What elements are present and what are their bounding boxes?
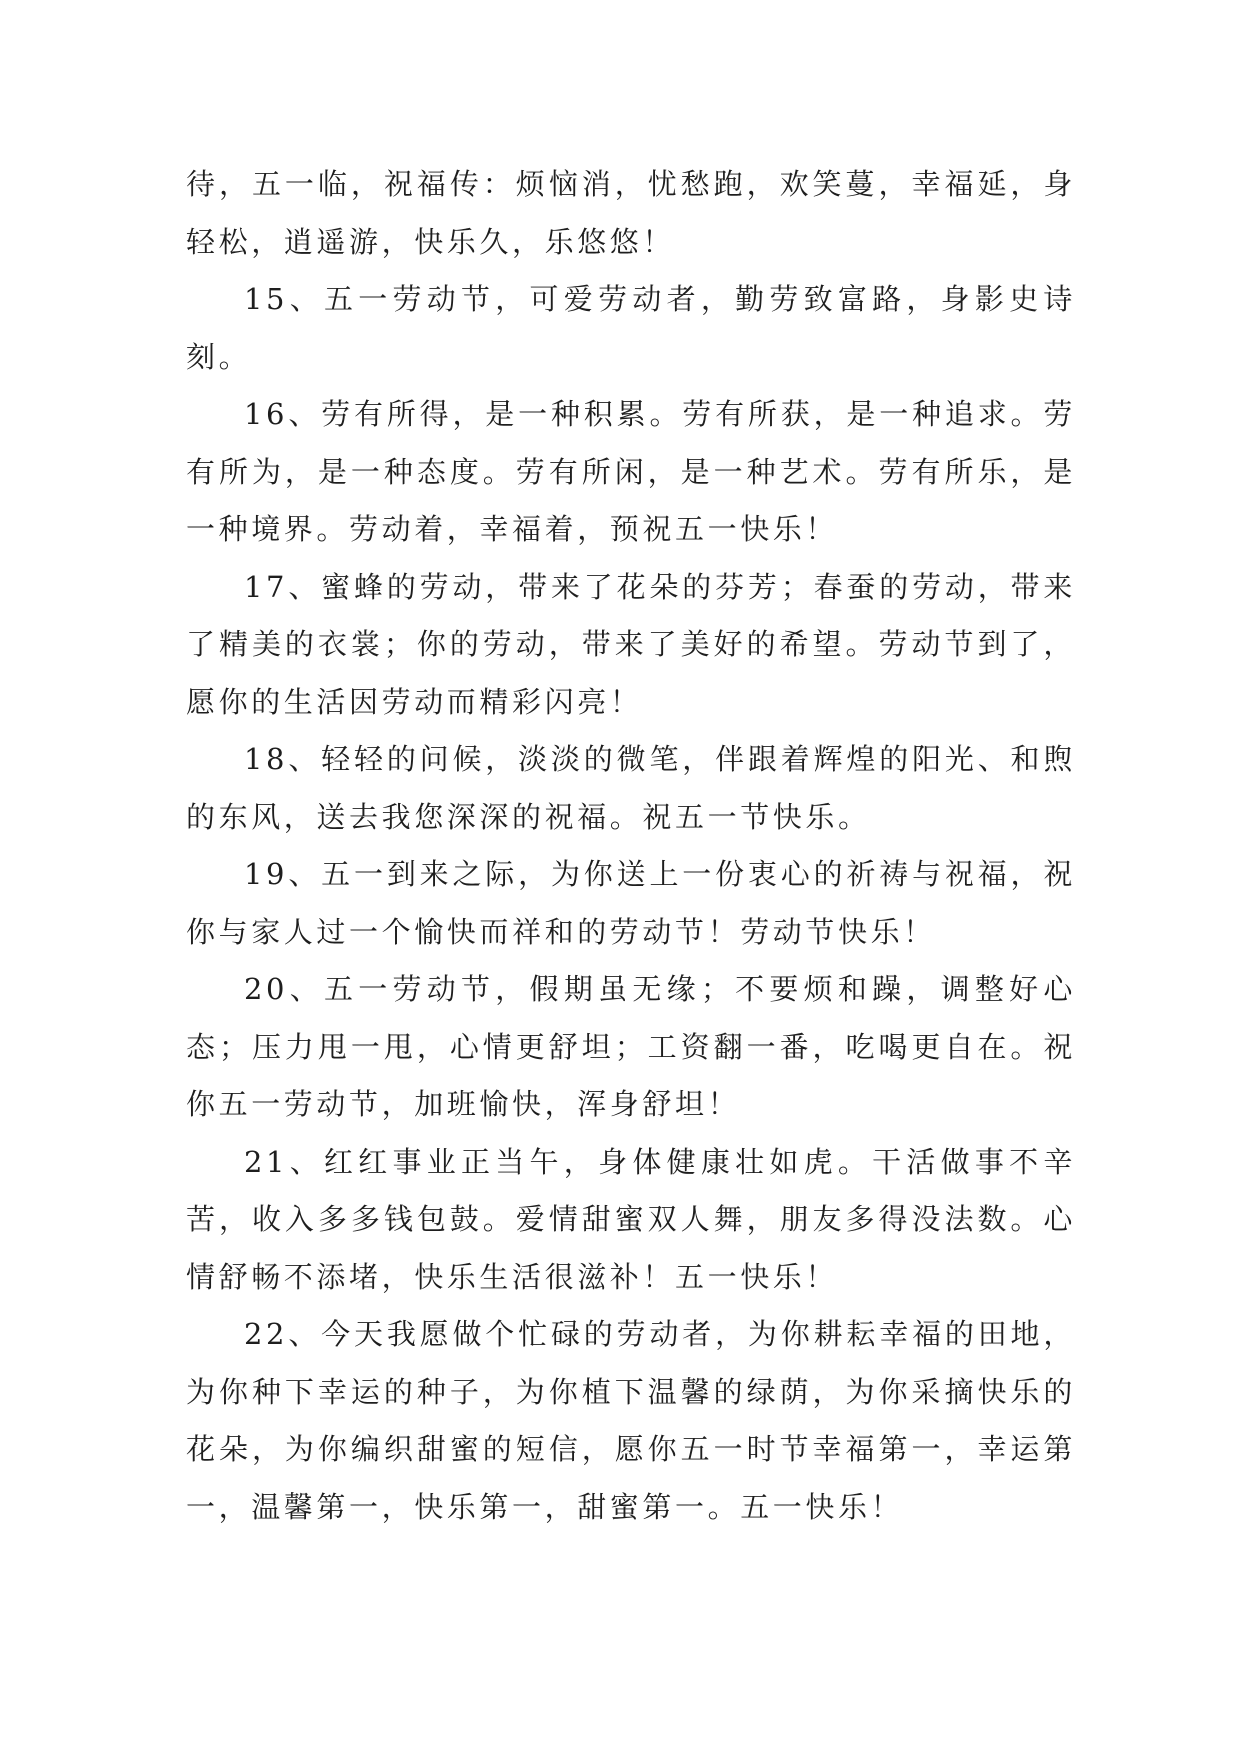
list-item-15: 15、五一劳动节，可爱劳动者，勤劳致富路，身影史诗刻。 [186, 282, 1076, 374]
list-item-19: 19、五一到来之际，为你送上一份衷心的祈祷与祝福，祝你与家人过一个愉快而祥和的劳动节！劳动节快乐！ [186, 857, 1076, 949]
list-item-20: 20、五一劳动节，假期虽无缘；不要烦和躁，调整好心态；压力甩一甩，心情更舒坦；工资翻一番，吃喝更自在。祝你五一劳动节，加班愉快，浑身舒坦！ [186, 972, 1076, 1121]
list-item-17: 17、蜜蜂的劳动，带来了花朵的芬芳；春蚕的劳动，带来了精美的衣裳；你的劳动，带来了美好的希望。劳动节到了，愿你的生活因劳动而精彩闪亮！ [186, 569, 1076, 719]
continuation-paragraph: 待，五一临，祝福传：烦恼消，忧愁跑，欢笑蔓，幸福延，身轻松，逍遥游，快乐久，乐悠悠！ [186, 167, 1076, 259]
list-item-16: 16、劳有所得，是一种积累。劳有所获，是一种追求。劳有所为，是一种态度。劳有所闲，是一种艺术。劳有所乐，是一种境界。劳动着，幸福着，预祝五一快乐！ [186, 397, 1076, 546]
list-item-18: 18、轻轻的问候，淡淡的微笔，伴跟着辉煌的阳光、和煦的东风，送去我您深深的祝福。祝五一节快乐。 [186, 742, 1076, 834]
list-item-21: 21、红红事业正当午，身体健康壮如虎。干活做事不辛苦，收入多多钱包鼓。爱情甜蜜双人舞，朋友多得没法数。心情舒畅不添堵，快乐生活很滋补！五一快乐！ [186, 1144, 1076, 1294]
document-body [186, 156, 1076, 1536]
list-item-22: 22、今天我愿做个忙碌的劳动者，为你耕耘幸福的田地，为你种下幸运的种子，为你植下温馨的绿荫，为你采摘快乐的花朵，为你编织甜蜜的短信，愿你五一时节幸福第一，幸运第一，温馨第一，快乐第一，甜蜜第一。五一快乐！ [186, 1317, 1076, 1524]
